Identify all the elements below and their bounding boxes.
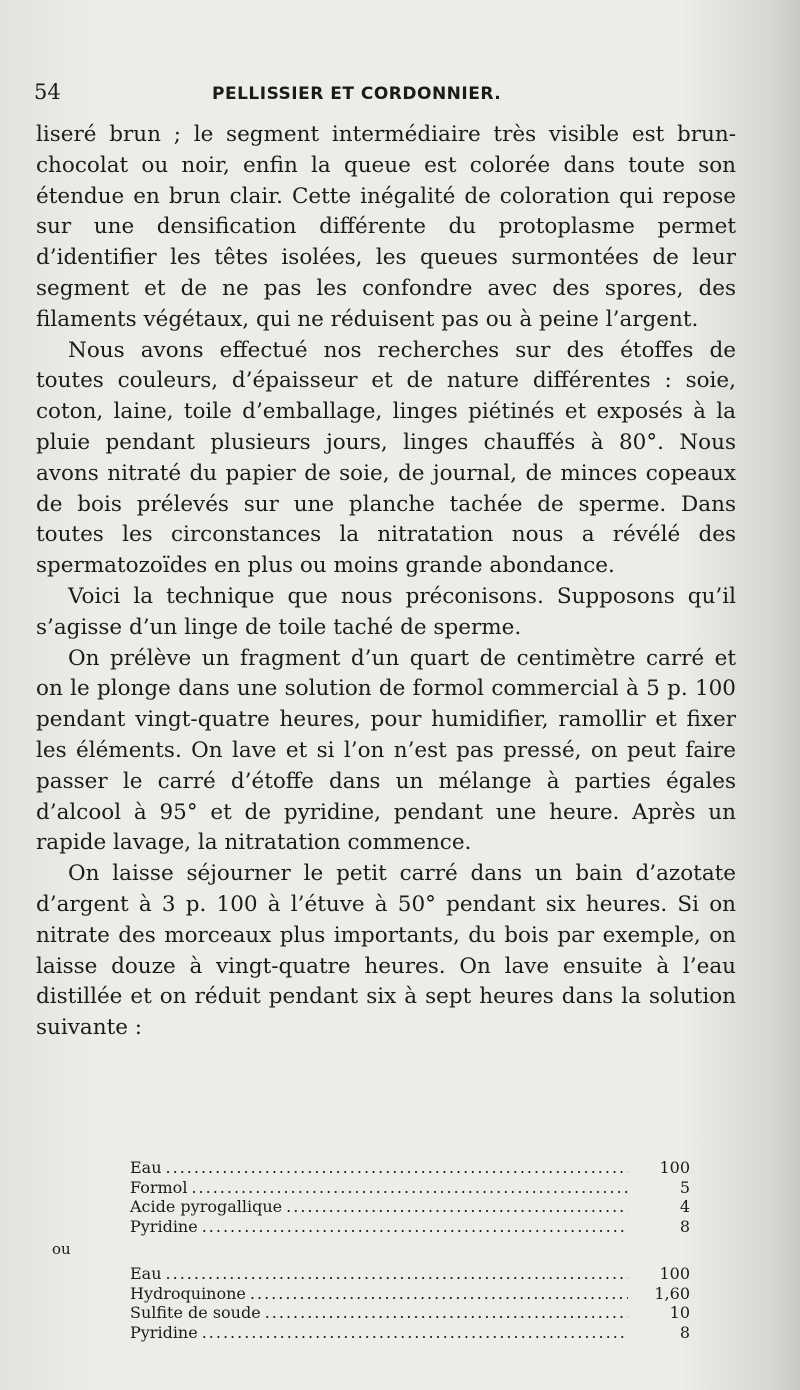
ingredient-name: Pyridine <box>130 1322 198 1342</box>
ingredient-name: Eau <box>130 1158 162 1177</box>
body-text <box>36 120 736 1044</box>
recipe-row <box>130 1178 690 1198</box>
ingredient-quantity: 8 <box>679 1322 690 1342</box>
ingredient-quantity: 5 <box>679 1177 690 1197</box>
recipe-row <box>130 1217 690 1237</box>
dot-leader <box>202 1217 628 1237</box>
dot-leader <box>265 1303 628 1323</box>
dot-leader <box>250 1284 628 1304</box>
recipe-row <box>130 1303 690 1323</box>
recipe-row <box>130 1323 690 1343</box>
paragraph: Voici la technique que nous préconisons. Supposons qu’il s’agisse d’un linge de toile taché de sperme. <box>36 583 736 640</box>
dot-leader <box>191 1178 628 1198</box>
ingredient-name: Sulfite de soude <box>130 1303 261 1322</box>
page-header <box>34 80 764 110</box>
ingredient-quantity: 100 <box>659 1158 690 1177</box>
recipe-row <box>130 1284 690 1304</box>
ingredient-name: Hydroquinone <box>130 1283 246 1303</box>
ingredient-quantity: 8 <box>679 1216 690 1236</box>
page-number: 54 <box>34 80 61 104</box>
paragraph: Nous avons effectué nos recherches sur des étoffes de toutes couleurs, d’épaisseur et de nature différentes : soie, coton, laine, toile d’emballage, linges piétinés et exposés à la pluie pendant plusieurs jours, linges chauffés à 80°. Nous avons nitraté du papier de soie, de journal, de minces copeaux de bois prélevés sur une planche tachée de sperme. Dans toutes les circonstances la nitratation nous a révélé des spermatozoïdes en plus ou moins grande abondance. <box>36 337 736 579</box>
recipe-row <box>130 1264 690 1284</box>
recipe-row <box>130 1158 690 1178</box>
dot-leader <box>202 1323 628 1343</box>
running-title: PELLISSIER ET CORDONNIER. <box>212 84 502 104</box>
ingredient-quantity: 100 <box>659 1264 690 1283</box>
ingredient-name: Acide pyrogallique <box>130 1197 283 1216</box>
ingredient-quantity: 4 <box>679 1197 690 1216</box>
recipe-table-1 <box>130 1158 690 1236</box>
dot-leader <box>166 1158 628 1178</box>
paragraph: On laisse séjourner le petit carré dans un bain d’azotate d’argent à 3 p. 100 à l’étuve à 50° pendant six heures. Si on nitrate des morceaux plus importants, du bois par exemple, on laisse douze à vingt-quatre heures. On lave ensuite à l’eau distillée et on réduit pendant six à sept heures dans la solution suivante : <box>36 861 736 1041</box>
recipe-table-2 <box>130 1264 690 1342</box>
ingredient-quantity: 1,60 <box>654 1283 690 1303</box>
paragraph: liseré brun ; le segment intermédiaire très visible est brun-chocolat ou noir, enfin la queue est colorée dans toute son étendue en brun clair. Cette inégalité de coloration qui repose sur une densification différente du protoplasme permet d’identifier les têtes isolées, les queues surmontées de leur segment et de ne pas les confondre avec des spores, des filaments végétaux, qui ne réduisent pas ou à peine l’argent. <box>36 122 736 332</box>
ingredient-name: Eau <box>130 1264 162 1283</box>
ingredient-name: Pyridine <box>130 1216 198 1236</box>
paragraph: On prélève un fragment d’un quart de centimètre carré et on le plonge dans une solution de formol commercial à 5 p. 100 pendant vingt-quatre heures, pour humidifier, ramollir et fixer les éléments. On lave et si l’on n’est pas pressé, on peut faire passer le carré d’étoffe dans un mélange à parties égales d’alcool à 95° et de pyridine, pendant une heure. Après un rapide lavage, la nitratation commence. <box>36 645 736 856</box>
recipe-row <box>130 1197 690 1217</box>
dot-leader <box>166 1264 628 1284</box>
alternative-separator: ou <box>52 1240 71 1258</box>
dot-leader <box>286 1197 628 1217</box>
ingredient-name: Formol <box>130 1177 188 1197</box>
ingredient-quantity: 10 <box>669 1303 690 1322</box>
